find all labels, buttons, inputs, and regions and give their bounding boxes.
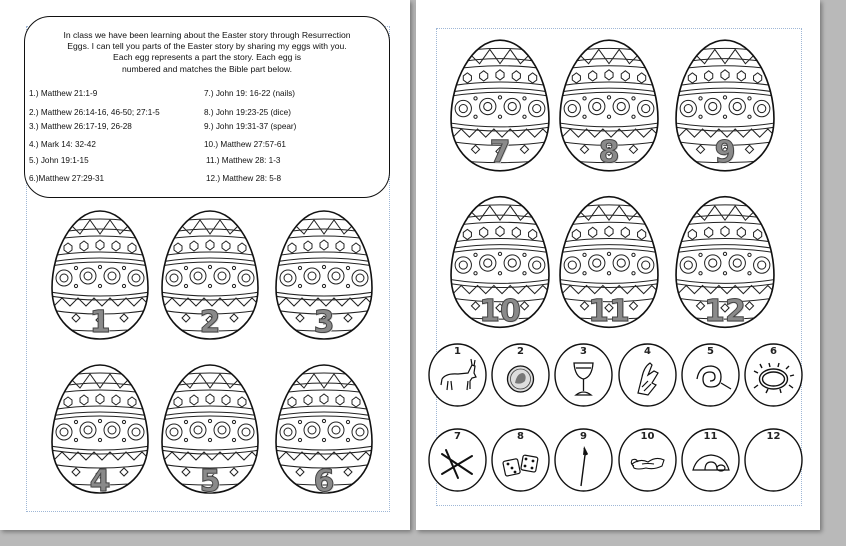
egg-number: 3 [313, 305, 335, 340]
egg-9 [674, 33, 776, 178]
egg-number: 2 [199, 305, 221, 340]
symbol-number: 3 [580, 346, 587, 357]
symbol-oval-6 [744, 343, 803, 407]
egg-number: 12 [704, 294, 746, 329]
egg-10 [449, 188, 551, 336]
egg-number: 9 [714, 135, 736, 170]
symbol-oval-7 [428, 428, 487, 492]
egg-11 [558, 188, 660, 336]
intro-line-3: Each egg represents a part the story. Each egg is [112, 52, 302, 63]
symbol-oval-8 [491, 428, 550, 492]
reference-3: 3.) Matthew 26:17-19, 26-28 [29, 122, 132, 131]
egg-4 [50, 358, 150, 500]
symbol-oval-9 [554, 428, 613, 492]
symbol-number: 11 [703, 431, 718, 442]
intro-text [33, 30, 381, 75]
egg-12 [674, 188, 776, 336]
symbol-number: 7 [454, 431, 461, 442]
egg-3 [274, 205, 374, 345]
symbol-number: 2 [517, 346, 524, 357]
reference-9: 9.) John 19:31-37 (spear) [204, 122, 297, 131]
instructions-box [24, 16, 390, 198]
reference-12: 12.) Matthew 28: 5-8 [206, 174, 282, 183]
egg-5 [160, 358, 260, 500]
reference-2: 2.) Matthew 26:14-16, 46-50; 27:1-5 [29, 108, 160, 117]
symbol-oval-5 [681, 343, 740, 407]
egg-6 [274, 358, 374, 500]
right-page [416, 0, 820, 530]
egg-number: 7 [489, 135, 511, 170]
egg-number: 11 [588, 294, 630, 329]
symbol-oval-1 [428, 343, 487, 407]
egg-7 [449, 33, 551, 178]
reference-4: 4.) Mark 14: 32-42 [29, 140, 96, 149]
symbol-number: 10 [640, 431, 655, 442]
symbol-number: 6 [770, 346, 777, 357]
egg-8 [558, 33, 660, 178]
symbol-oval-4 [618, 343, 677, 407]
symbol-oval-11 [681, 428, 740, 492]
intro-line-2: Eggs. I can tell you parts of the Easter story by sharing my eggs with you. [67, 41, 347, 52]
symbol-number: 5 [707, 346, 714, 357]
egg-1 [50, 205, 150, 345]
reference-11: 11.) Matthew 28: 1-3 [206, 156, 281, 165]
egg-number: 1 [89, 305, 111, 340]
egg-number: 5 [199, 464, 221, 499]
symbol-number: 4 [644, 346, 651, 357]
egg-number: 10 [479, 294, 521, 329]
intro-line-1: In class we have been learning about the Easter story through Resurrection [63, 30, 351, 40]
egg-2 [160, 205, 260, 345]
reference-6: 6.)Matthew 27:29-31 [29, 174, 105, 183]
reference-5: 5.) John 19:1-15 [29, 156, 89, 165]
symbol-oval-3 [554, 343, 613, 407]
symbol-oval-12 [744, 428, 803, 492]
symbol-number: 8 [517, 431, 524, 442]
intro-line-4: numbered and matches the Bible part below. [121, 63, 293, 74]
reference-10: 10.) Matthew 27:57-61 [204, 140, 286, 149]
reference-8: 8.) John 19:23-25 (dice) [204, 108, 291, 117]
egg-number: 6 [313, 464, 335, 499]
egg-number: 4 [89, 464, 111, 499]
symbol-number: 1 [454, 346, 461, 357]
symbol-oval-10 [618, 428, 677, 492]
symbol-number: 12 [766, 431, 781, 442]
egg-number: 8 [598, 135, 620, 170]
symbol-number: 9 [580, 431, 587, 442]
left-page [0, 0, 410, 530]
reference-1: 1.) Matthew 21:1-9 [29, 89, 98, 98]
symbol-oval-2 [491, 343, 550, 407]
reference-7: 7.) John 19: 16-22 (nails) [204, 89, 296, 98]
